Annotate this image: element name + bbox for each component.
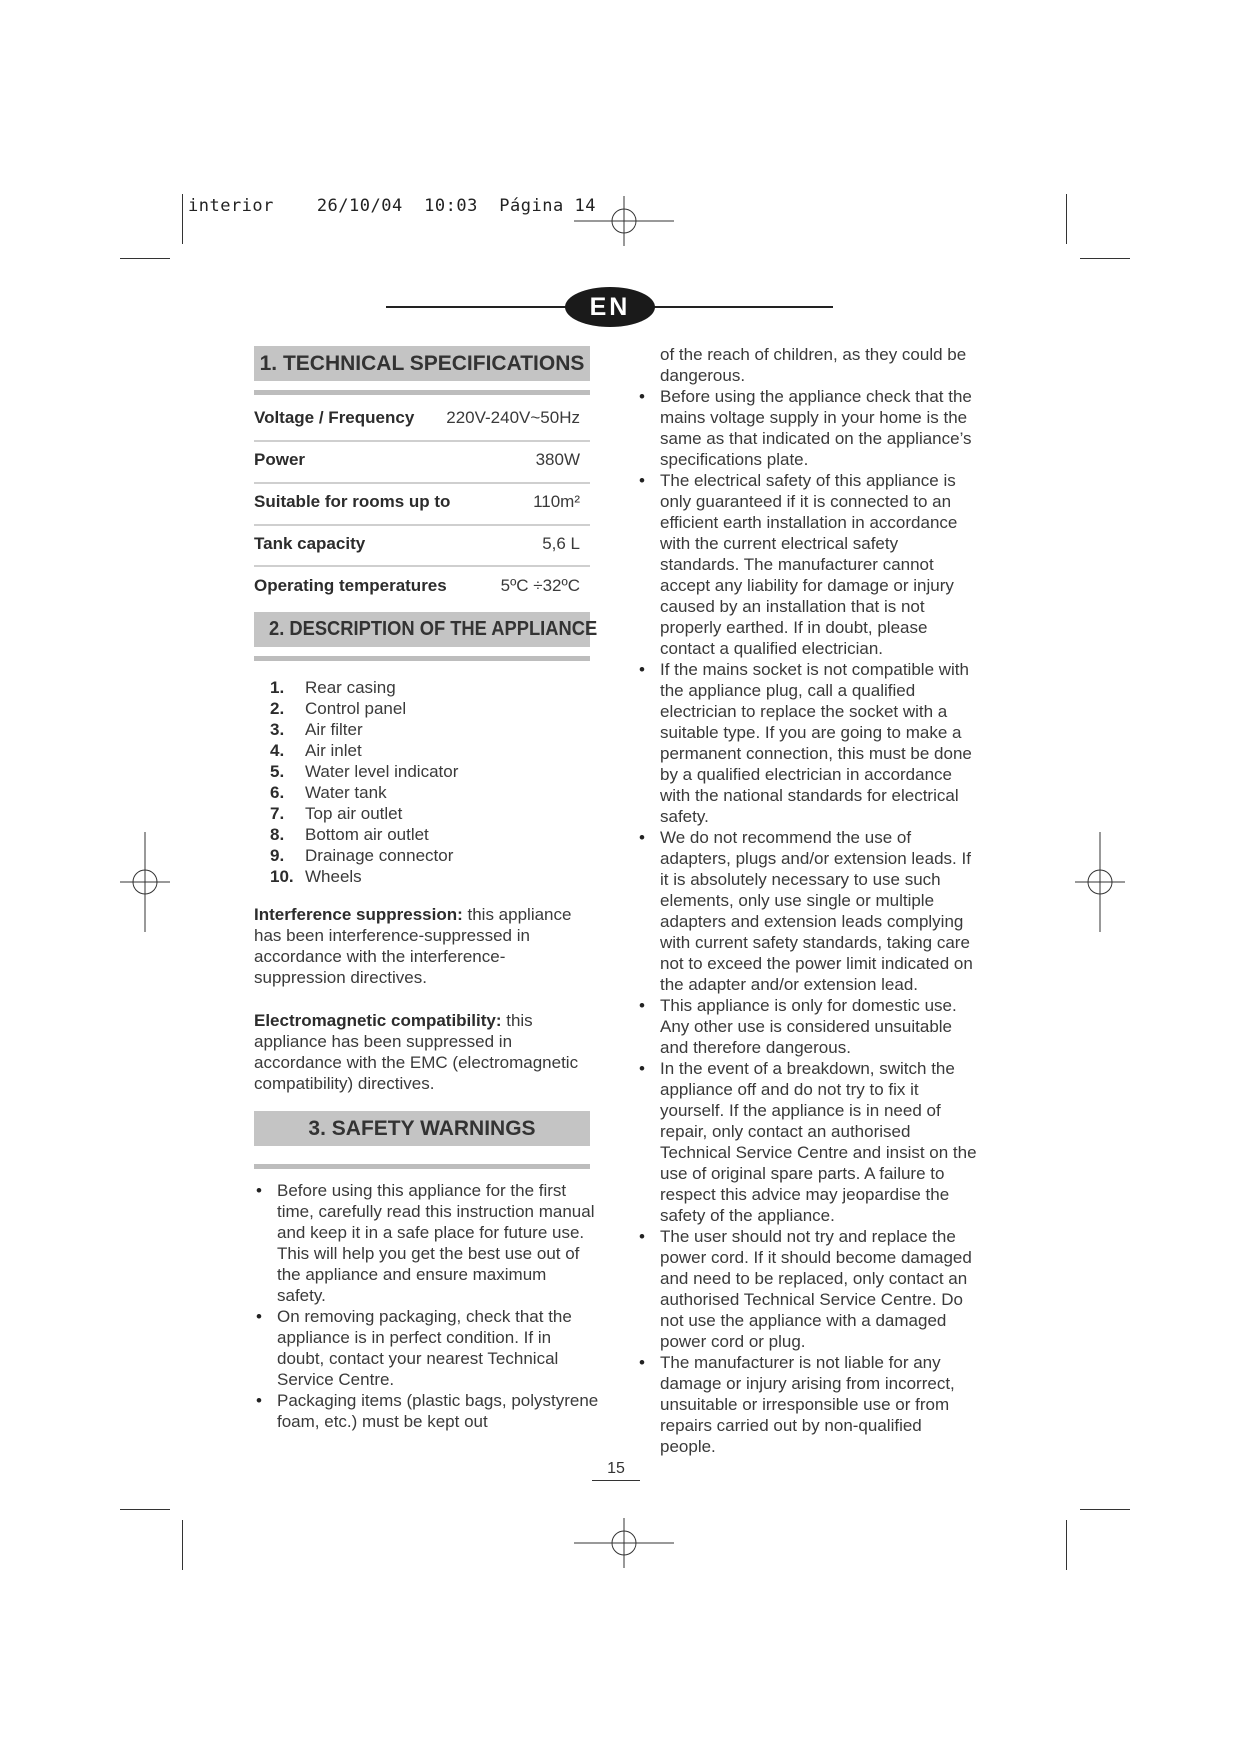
spec-label: Power [254,450,306,469]
paragraph-title: Electromagnetic compatibility: [254,1011,502,1030]
spec-label: Suitable for rooms up to [254,492,451,511]
warning-item: • In the event of a breakdown, switch the appliance off and do not try to fix it yourself. If the appliance is in need of repair, only contact an authorised Technical Service Centre and insist on the use of original spare parts. A failure to respect this advice may jeopardise the safety of the appliance. [637,1058,977,1226]
crop-mark [120,258,170,259]
spec-row [254,568,580,608]
crop-mark [1066,194,1067,244]
warning-item: • Packaging items (plastic bags, polystyrene foam, etc.) must be kept out [254,1390,599,1432]
header-rule-right [650,306,833,308]
crop-mark [1080,258,1130,259]
item-number: 9. [270,846,285,865]
crop-mark [1080,1509,1130,1510]
parts-list [270,677,458,887]
warning-item: • Before using this appliance for the first time, carefully read this instruction manual and keep it in a safe place for future use. This will help you get the best use out of the appliance and ensure maximum safety. [254,1180,599,1306]
warning-item: • On removing packaging, check that the appliance is in perfect condition. If in doubt, contact your nearest Technical Service Centre. [254,1306,599,1390]
crop-mark [182,1520,183,1570]
section-title-specs: 1. TECHNICAL SPECIFICATIONS [254,346,590,381]
registration-mark-left [120,832,170,932]
page-number-underline [592,1480,640,1481]
item-number: 7. [270,804,285,823]
item-number: 4. [270,741,285,760]
spec-value: 380W [535,450,580,469]
warning-continuation: of the reach of children, as they could be dangerous. [660,345,967,385]
spec-row [254,484,580,524]
crop-mark [182,194,183,244]
safety-warnings-left [254,1180,599,1432]
warning-item: • This appliance is only for domestic use. Any other use is considered unsuitable and therefore dangerous. [637,995,977,1058]
spec-value: 5ºC ÷32ºC [500,576,580,595]
spec-label: Voltage / Frequency [254,408,415,427]
warning-item: • We do not recommend the use of adapters, plugs and/or extension leads. If it is absolutely necessary to use such elements, only use single or multiple adapters and extension leads complying with current safety standards, taking care not to exceed the power limit indicated on the adapter and/or extension lead. [637,827,977,995]
section-title-description: 2. DESCRIPTION OF THE APPLIANCE [254,612,590,647]
list-item [270,866,458,887]
section-title-safety: 3. SAFETY WARNINGS [254,1111,590,1146]
list-item [270,824,458,845]
warning-item: • If the mains socket is not compatible with the appliance plug, call a qualified electrician to replace the socket with a suitable type. If you are going to make a permanent connection, this must be done by a qualified electrician in accordance with the national standards for electrical safety. [637,659,977,827]
list-item [270,740,458,761]
crop-mark [1066,1520,1067,1570]
list-item [270,719,458,740]
interference-paragraph [254,904,594,988]
item-name: Control panel [305,699,407,718]
item-number: 2. [270,699,285,718]
spec-label: Tank capacity [254,534,366,553]
header-rule-left [386,306,570,308]
section-underline [254,656,590,661]
warning-item: • The manufacturer is not liable for any damage or injury arising from incorrect, unsuitable or irresponsible use or from repairs carried out by non-qualified people. [637,1352,977,1457]
warning-item: • The electrical safety of this appliance is only guaranteed if it is connected to an efficient earth installation in accordance with the current electrical safety standards. The manufacturer cannot accept any liability for damage or injury caused by an installation that is not properly earthed. If in doubt, please contact a qualified electrician. [637,470,977,659]
list-item [270,782,458,803]
item-name: Air filter [305,720,363,739]
registration-mark-bottom [574,1518,674,1568]
spec-value: 220V-240V~50Hz [446,408,580,427]
spec-value: 110m² [533,492,580,511]
divider [254,565,590,567]
item-number: 10. [270,867,294,886]
section-underline [254,1164,590,1169]
item-number: 6. [270,783,285,802]
safety-warnings-right [637,386,977,1457]
item-name: Water tank [305,783,387,802]
list-item [270,677,458,698]
crop-mark [120,1509,170,1510]
item-name: Top air outlet [305,804,403,823]
emc-paragraph [254,1010,594,1094]
item-number: 8. [270,825,285,844]
page-number: 15 [607,1460,625,1477]
item-name: Rear casing [305,678,396,697]
list-item [270,698,458,719]
paragraph-text: this appliance has been suppressed in accordance with the EMC (electromagnetic compatibility) directives. [254,1011,579,1093]
item-number: 1. [270,678,285,697]
paragraph-text: this appliance has been interference-suppressed in accordance with the interference-suppression directives. [254,905,572,987]
item-number: 5. [270,762,285,781]
item-name: Water level indicator [305,762,459,781]
item-name: Wheels [305,867,362,886]
paragraph-title: Interference suppression: [254,905,463,924]
item-name: Drainage connector [305,846,454,865]
item-number: 3. [270,720,285,739]
registration-mark-right [1075,832,1125,932]
item-name: Bottom air outlet [305,825,429,844]
list-item [270,845,458,866]
section-underline [254,390,590,395]
spec-value: 5,6 L [542,534,580,553]
language-badge: EN [565,287,655,327]
spec-row [254,526,580,566]
warning-item: • Before using the appliance check that the mains voltage supply in your home is the same as that indicated on the appliance’s specifications plate. [637,386,977,470]
spec-row [254,442,580,482]
list-item [270,761,458,782]
warning-item: • The user should not try and replace the power cord. If it should become damaged and need to be replaced, only contact an authorised Technical Service Centre. Do not use the appliance with a damaged power cord or plug. [637,1226,977,1352]
spec-row [254,400,580,440]
list-item [270,803,458,824]
item-name: Air inlet [305,741,362,760]
print-slug: interior 26/10/04 10:03 Página 14 [188,196,596,216]
spec-label: Operating temperatures [254,576,447,595]
